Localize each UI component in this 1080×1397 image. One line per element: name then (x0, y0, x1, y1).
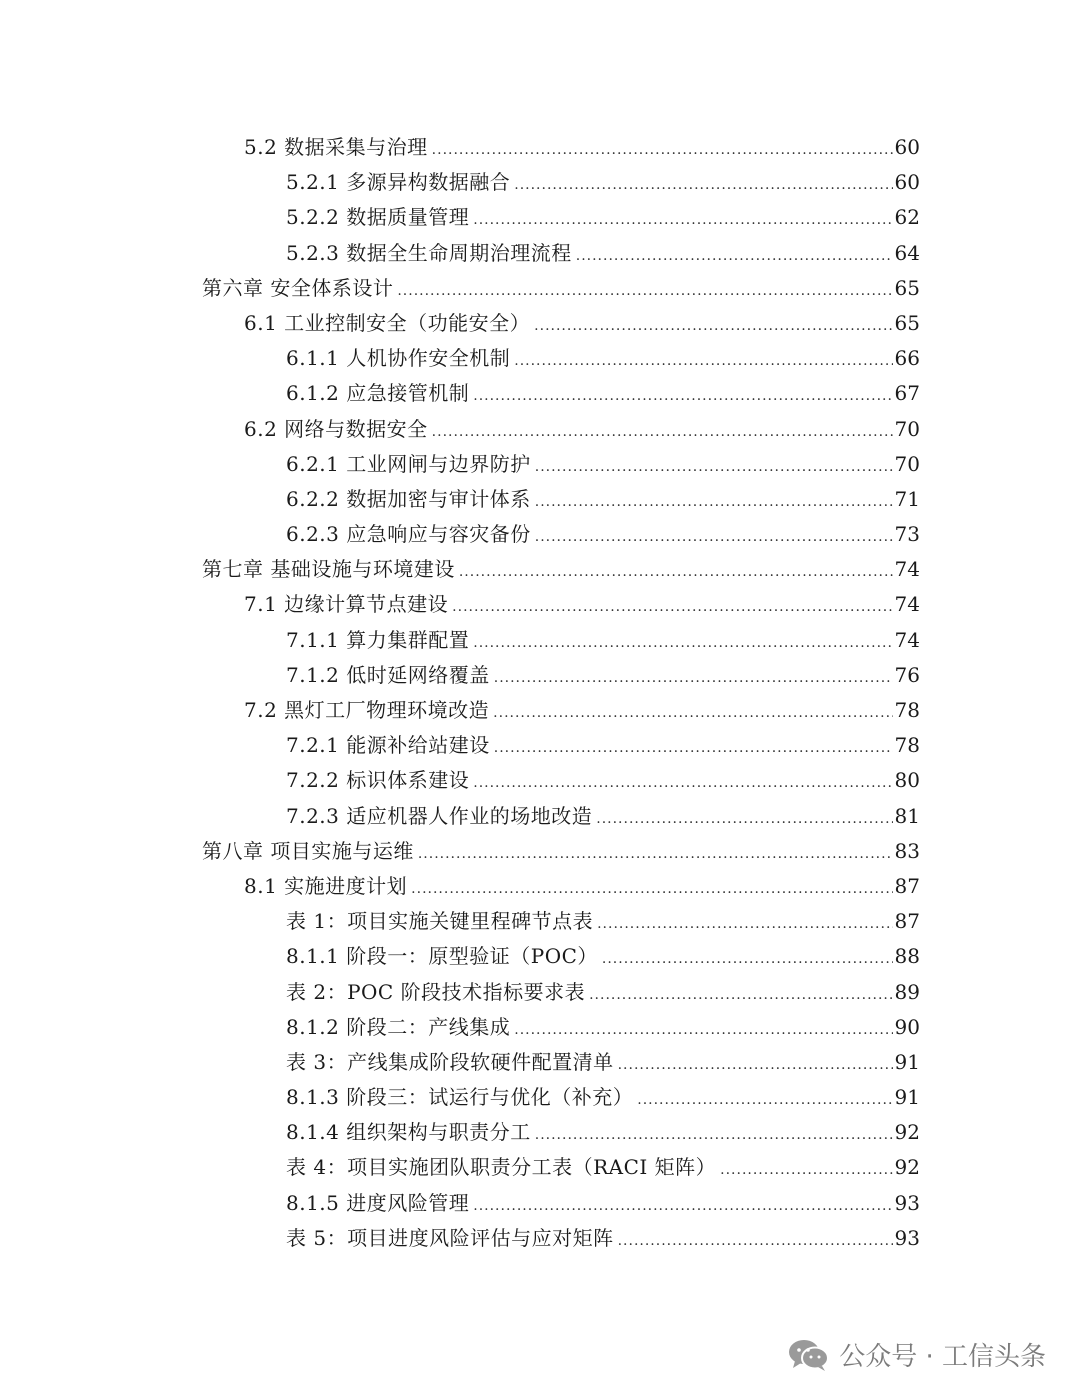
dot-leader (432, 415, 893, 450)
toc-entry-page: 74 (894, 592, 920, 617)
toc-entry-label: 8.1.3 阶段三：试运行与优化（补充） (286, 1085, 634, 1110)
toc-entry-label: 5.2.1 多源异构数据融合 (286, 170, 511, 195)
toc-entry[interactable] (0, 482, 1080, 517)
dot-leader (720, 1153, 892, 1188)
toc-entry-page: 91 (894, 1049, 920, 1074)
toc-entry[interactable] (0, 165, 1080, 200)
toc-entry[interactable] (0, 341, 1080, 376)
toc-entry-page: 67 (894, 381, 920, 406)
toc-entry-label: 5.2 数据采集与治理 (244, 135, 428, 159)
toc-entry-label: 7.1.2 低时延网络覆盖 (286, 662, 490, 687)
toc-entry-label: 6.2.2 数据加密与审计体系 (286, 486, 531, 511)
toc-entry-label: 8.1.5 进度风险管理 (286, 1190, 470, 1215)
dot-leader (494, 731, 893, 766)
toc-entry-page: 87 (894, 873, 920, 898)
dot-leader (418, 837, 893, 872)
toc-entry[interactable] (0, 623, 1080, 658)
toc-entry[interactable] (0, 658, 1080, 693)
toc-entry[interactable] (0, 200, 1080, 235)
toc-entry-label: 6.2.1 工业网闸与边界防护 (286, 451, 531, 476)
toc-entry-label: 7.2.3 适应机器人作业的场地改造 (286, 803, 593, 828)
toc-entry-label: 7.2.2 标识体系建设 (286, 768, 470, 793)
dot-leader (589, 978, 892, 1013)
toc-entry[interactable] (0, 939, 1080, 974)
toc-entry-label: 第六章 安全体系设计 (202, 275, 394, 300)
toc-entry[interactable] (0, 1150, 1080, 1185)
toc-entry-page: 92 (894, 1155, 920, 1180)
toc-entry-chapter[interactable] (0, 834, 1080, 869)
toc-entry-page: 89 (894, 979, 920, 1004)
watermark (787, 1336, 1046, 1373)
toc-entry-label: 表 2：POC 阶段技术指标要求表 (286, 979, 586, 1004)
dot-leader (596, 802, 892, 837)
toc-entry-label: 5.2.3 数据全生命周期治理流程 (286, 240, 572, 265)
toc-entry[interactable] (0, 412, 1080, 447)
dot-leader (473, 379, 892, 414)
dot-leader (534, 309, 892, 344)
toc-entry-label: 7.2 黑灯工厂物理环境改造 (244, 698, 490, 722)
toc-entry[interactable] (0, 306, 1080, 341)
dot-leader (473, 766, 892, 801)
toc-entry-label: 6.1 工业控制安全（功能安全） (244, 310, 531, 335)
toc-entry-page: 70 (894, 416, 920, 441)
toc-entry-label: 6.1.2 应急接管机制 (286, 381, 470, 406)
toc-entry[interactable] (0, 447, 1080, 482)
dot-leader (473, 1189, 892, 1224)
toc-entry[interactable] (0, 975, 1080, 1010)
toc-entry[interactable] (0, 799, 1080, 834)
toc-entry-page: 65 (894, 310, 920, 335)
dot-leader (637, 1083, 892, 1118)
toc-entry-label: 表 4：项目实施团队职责分工表（RACI 矩阵） (286, 1155, 717, 1180)
dot-leader (493, 696, 892, 731)
dot-leader (494, 661, 893, 696)
toc-entry-label: 表 1：项目实施关键里程碑节点表 (286, 909, 594, 934)
toc-entry-page: 88 (894, 944, 920, 969)
dot-leader (473, 626, 892, 661)
toc-entry-page: 74 (894, 557, 920, 582)
dot-leader (535, 1118, 893, 1153)
toc-entry-page: 66 (894, 346, 920, 371)
toc-entry-label: 8.1 实施进度计划 (244, 873, 408, 898)
toc-entry[interactable] (0, 1045, 1080, 1080)
toc-entry[interactable] (0, 236, 1080, 271)
dot-leader (602, 942, 893, 977)
toc-entry-page: 71 (894, 486, 920, 511)
toc-entry-page: 83 (894, 838, 920, 863)
toc-entry-page: 80 (894, 768, 920, 793)
table-of-contents (0, 130, 1080, 1256)
toc-entry-chapter[interactable] (0, 552, 1080, 587)
wechat-icon (787, 1337, 831, 1373)
dot-leader (432, 133, 893, 168)
toc-entry-label: 8.1.4 组织架构与职责分工 (286, 1120, 531, 1145)
dot-leader (597, 907, 892, 942)
toc-entry-label: 7.2.1 能源补给站建设 (286, 733, 490, 758)
dot-leader (411, 872, 892, 907)
dot-leader (576, 239, 893, 274)
toc-entry[interactable] (0, 1010, 1080, 1045)
toc-entry[interactable] (0, 1115, 1080, 1150)
toc-entry-page: 93 (894, 1225, 920, 1250)
toc-entry[interactable] (0, 869, 1080, 904)
toc-entry-page: 62 (894, 205, 920, 230)
toc-entry-page: 70 (894, 451, 920, 476)
toc-entry-page: 64 (894, 240, 920, 265)
toc-entry[interactable] (0, 517, 1080, 552)
toc-entry-page: 81 (894, 803, 920, 828)
toc-entry-page: 60 (894, 135, 920, 159)
toc-entry[interactable] (0, 728, 1080, 763)
toc-entry-page: 87 (894, 909, 920, 934)
dot-leader (397, 274, 892, 309)
toc-entry-label: 第七章 基础设施与环境建设 (202, 557, 455, 582)
toc-entry-label: 表 5：项目进度风险评估与应对矩阵 (286, 1225, 614, 1250)
toc-entry-label: 表 3：产线集成阶段软硬件配置清单 (286, 1049, 614, 1074)
dot-leader (535, 520, 893, 555)
toc-entry-page: 76 (894, 662, 920, 687)
dot-leader (452, 590, 892, 625)
dot-leader (618, 1048, 893, 1083)
toc-entry[interactable] (0, 763, 1080, 798)
dot-leader (459, 555, 893, 590)
toc-entry-page: 92 (894, 1120, 920, 1145)
toc-entry-page: 74 (894, 627, 920, 652)
toc-entry-chapter[interactable] (0, 271, 1080, 306)
toc-entry-label: 8.1.2 阶段二：产线集成 (286, 1014, 511, 1039)
toc-entry-label: 第八章 项目实施与运维 (202, 838, 414, 863)
dot-leader (535, 450, 893, 485)
toc-entry[interactable] (0, 130, 1080, 165)
toc-entry-label: 7.1.1 算力集群配置 (286, 627, 470, 652)
dot-leader (473, 203, 892, 238)
toc-entry-page: 90 (894, 1014, 920, 1039)
toc-entry[interactable] (0, 693, 1080, 728)
toc-entry-page: 73 (894, 522, 920, 547)
toc-entry-label: 6.1.1 人机协作安全机制 (286, 346, 511, 371)
toc-entry[interactable] (0, 904, 1080, 939)
dot-leader (514, 1013, 892, 1048)
toc-entry-page: 78 (894, 698, 920, 722)
toc-entry[interactable] (0, 376, 1080, 411)
toc-entry[interactable] (0, 587, 1080, 622)
toc-entry[interactable] (0, 1221, 1080, 1256)
toc-entry-page: 93 (894, 1190, 920, 1215)
dot-leader (514, 344, 892, 379)
toc-entry-page: 91 (894, 1085, 920, 1110)
toc-entry[interactable] (0, 1186, 1080, 1221)
toc-entry[interactable] (0, 1080, 1080, 1115)
toc-entry-label: 5.2.2 数据质量管理 (286, 205, 470, 230)
dot-leader (514, 168, 892, 203)
toc-entry-label: 7.1 边缘计算节点建设 (244, 592, 449, 617)
toc-entry-label: 8.1.1 阶段一：原型验证（POC） (286, 944, 598, 969)
dot-leader (535, 485, 893, 520)
watermark-text: 公众号 · 工信头条 (839, 1342, 1046, 1372)
toc-entry-page: 78 (894, 733, 920, 758)
toc-entry-label: 6.2 网络与数据安全 (244, 416, 428, 441)
toc-entry-page: 60 (894, 170, 920, 195)
dot-leader (618, 1224, 893, 1259)
toc-entry-page: 65 (894, 275, 920, 300)
toc-entry-label: 6.2.3 应急响应与容灾备份 (286, 522, 531, 547)
